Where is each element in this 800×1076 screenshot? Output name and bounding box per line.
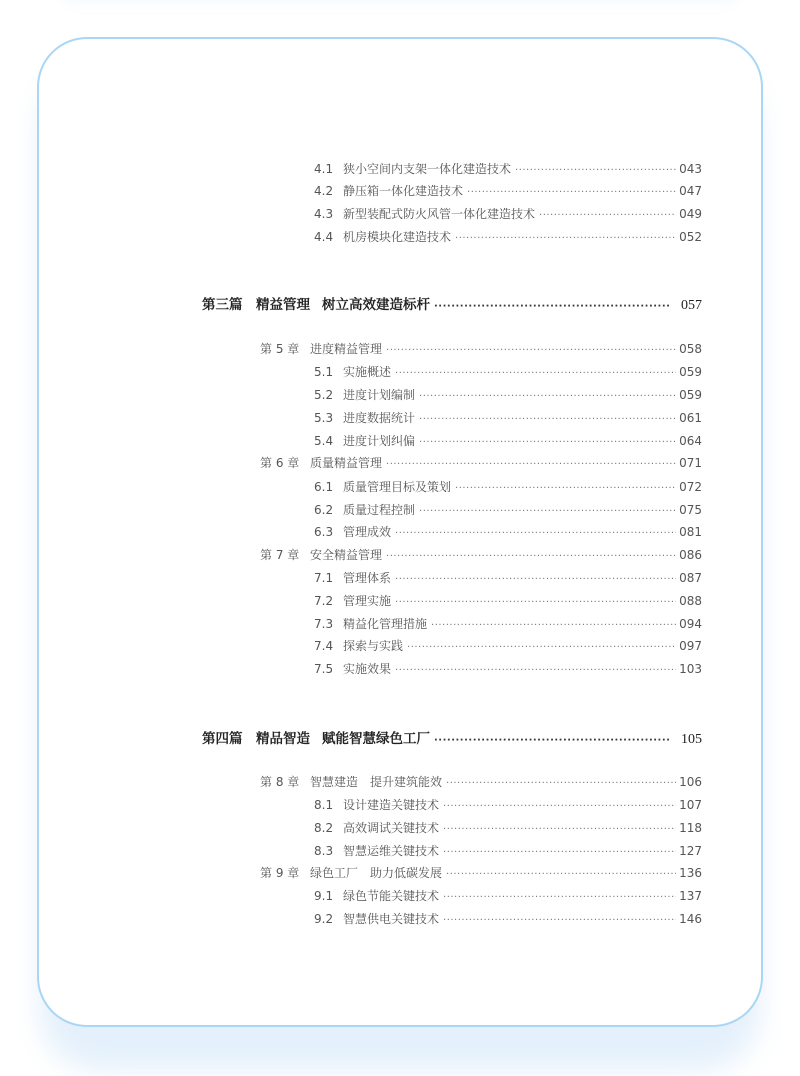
toc-section-5-2[interactable] (314, 386, 702, 404)
dot-leader (443, 821, 676, 839)
page-number: 127 (679, 844, 702, 858)
section-title: 智慧供电关键技术 (343, 912, 440, 926)
section-title: 探索与实践 (343, 639, 404, 653)
section-title: 精益化管理措施 (343, 617, 428, 631)
toc-section-5-4[interactable] (314, 432, 702, 450)
page-number: 052 (679, 230, 702, 244)
section-number: 4.4 (314, 230, 334, 244)
dot-leader (419, 434, 676, 452)
toc-section-4-3[interactable] (314, 205, 702, 223)
dot-leader (434, 297, 669, 317)
page-number: 103 (679, 662, 702, 676)
toc-section-9-1[interactable] (314, 887, 702, 905)
part-title-main: 精品智造 (256, 731, 310, 747)
page-number: 057 (681, 298, 702, 313)
page-number: 146 (679, 912, 702, 926)
section-title: 进度数据统计 (343, 411, 416, 425)
dot-leader (395, 525, 676, 543)
page-number: 059 (679, 388, 702, 402)
dot-leader (515, 162, 676, 180)
section-title: 狭小空间内支架一体化建造技术 (343, 162, 512, 176)
part-number: 第三篇 (202, 297, 243, 313)
dot-leader (407, 639, 676, 657)
page-number: 049 (679, 207, 702, 221)
section-title: 进度计划纠偏 (343, 434, 416, 448)
section-title: 质量管理目标及策划 (343, 480, 452, 494)
toc-section-6-3[interactable] (314, 523, 702, 541)
page-number: 064 (679, 434, 702, 448)
section-number: 5.3 (314, 411, 334, 425)
section-number: 7.1 (314, 571, 334, 585)
toc-section-8-2[interactable] (314, 819, 702, 837)
section-title: 实施效果 (343, 662, 392, 676)
toc-section-5-1[interactable] (314, 363, 702, 381)
toc-section-9-2[interactable] (314, 910, 702, 928)
chapter-number: 第 7 章 (260, 548, 300, 562)
section-number: 7.2 (314, 594, 334, 608)
section-number: 8.3 (314, 844, 334, 858)
section-title: 进度计划编制 (343, 388, 416, 402)
section-title: 高效调试关键技术 (343, 821, 440, 835)
section-title: 管理成效 (343, 525, 392, 539)
section-title: 机房模块化建造技术 (343, 230, 452, 244)
part-title-sub: 赋能智慧绿色工厂 (322, 731, 430, 747)
page-number: 105 (681, 732, 702, 747)
toc-section-7-5[interactable] (314, 660, 702, 678)
section-title: 管理体系 (343, 571, 392, 585)
section-title: 设计建造关键技术 (343, 798, 440, 812)
section-number: 7.4 (314, 639, 334, 653)
dot-leader (431, 617, 676, 635)
page-number: 137 (679, 889, 702, 903)
chapter-title: 智慧建造 提升建筑能效 (310, 775, 443, 789)
page-number: 088 (679, 594, 702, 608)
page-number: 081 (679, 525, 702, 539)
section-title: 智慧运维关键技术 (343, 844, 440, 858)
toc-chapter-8[interactable] (260, 773, 702, 791)
section-number: 5.1 (314, 365, 334, 379)
section-number: 7.3 (314, 617, 334, 631)
dot-leader (455, 480, 676, 498)
section-number: 9.1 (314, 889, 334, 903)
page-number: 061 (679, 411, 702, 425)
page-number: 086 (679, 548, 702, 562)
dot-leader (419, 411, 676, 429)
section-number: 8.1 (314, 798, 334, 812)
section-title: 静压箱一体化建造技术 (343, 184, 464, 198)
dot-leader (443, 844, 676, 862)
page-number: 047 (679, 184, 702, 198)
page-number: 043 (679, 162, 702, 176)
dot-leader (443, 798, 676, 816)
section-title: 实施概述 (343, 365, 392, 379)
toc-section-4-1[interactable] (314, 160, 702, 178)
dot-leader (386, 342, 676, 360)
page-number: 106 (679, 775, 702, 789)
chapter-number: 第 6 章 (260, 456, 300, 470)
dot-leader (395, 571, 676, 589)
chapter-number: 第 8 章 (260, 775, 300, 789)
section-number: 4.2 (314, 184, 334, 198)
section-title: 管理实施 (343, 594, 392, 608)
section-number: 8.2 (314, 821, 334, 835)
section-number: 6.1 (314, 480, 334, 494)
dot-leader (434, 731, 669, 751)
page-number: 118 (679, 821, 702, 835)
page-number: 136 (679, 866, 702, 880)
toc-section-6-1[interactable] (314, 478, 702, 496)
dot-leader (455, 230, 676, 248)
section-title: 新型装配式防火风管一体化建造技术 (343, 207, 536, 221)
toc-part-3[interactable] (202, 295, 702, 315)
dot-leader (467, 184, 676, 202)
part-number: 第四篇 (202, 731, 243, 747)
dot-leader (443, 889, 676, 907)
dot-leader (386, 456, 676, 474)
dot-leader (446, 775, 676, 793)
toc-section-4-2[interactable] (314, 182, 702, 200)
section-number: 4.3 (314, 207, 334, 221)
toc-section-7-1[interactable] (314, 569, 702, 587)
toc-section-6-2[interactable] (314, 501, 702, 519)
toc-section-8-1[interactable] (314, 796, 702, 814)
page-number: 071 (679, 456, 702, 470)
top-shadow (60, 0, 740, 2)
toc-chapter-5[interactable] (260, 340, 702, 358)
page-number: 097 (679, 639, 702, 653)
toc-section-7-3[interactable] (314, 615, 702, 633)
page-number: 059 (679, 365, 702, 379)
dot-leader (419, 388, 676, 406)
toc-section-7-4[interactable] (314, 637, 702, 655)
dot-leader (539, 207, 676, 225)
section-number: 4.1 (314, 162, 334, 176)
toc-section-4-4[interactable] (314, 228, 702, 246)
dot-leader (395, 594, 676, 612)
toc-part-4[interactable] (202, 729, 702, 749)
toc-section-8-3[interactable] (314, 842, 702, 860)
toc-chapter-9[interactable] (260, 864, 702, 882)
page-number: 087 (679, 571, 702, 585)
section-title: 质量过程控制 (343, 503, 416, 517)
chapter-title: 绿色工厂 助力低碳发展 (310, 866, 443, 880)
dot-leader (395, 662, 676, 680)
part-title-sub: 树立高效建造标杆 (322, 297, 430, 313)
toc-section-7-2[interactable] (314, 592, 702, 610)
section-number: 9.2 (314, 912, 334, 926)
toc-chapter-7[interactable] (260, 546, 702, 564)
section-number: 6.3 (314, 525, 334, 539)
section-title: 绿色节能关键技术 (343, 889, 440, 903)
dot-leader (446, 866, 676, 884)
page-number: 075 (679, 503, 702, 517)
section-number: 6.2 (314, 503, 334, 517)
toc-section-5-3[interactable] (314, 409, 702, 427)
page-number: 058 (679, 342, 702, 356)
part-title-main: 精益管理 (256, 297, 310, 313)
dot-leader (419, 503, 676, 521)
page-number: 107 (679, 798, 702, 812)
dot-leader (395, 365, 676, 383)
chapter-title: 进度精益管理 (310, 342, 383, 356)
section-number: 5.4 (314, 434, 334, 448)
chapter-number: 第 5 章 (260, 342, 300, 356)
chapter-title: 质量精益管理 (310, 456, 383, 470)
section-number: 5.2 (314, 388, 334, 402)
dot-leader (386, 548, 676, 566)
section-number: 7.5 (314, 662, 334, 676)
toc-chapter-6[interactable] (260, 454, 702, 472)
page-number: 094 (679, 617, 702, 631)
dot-leader (443, 912, 676, 930)
chapter-number: 第 9 章 (260, 866, 300, 880)
chapter-title: 安全精益管理 (310, 548, 383, 562)
page-number: 072 (679, 480, 702, 494)
